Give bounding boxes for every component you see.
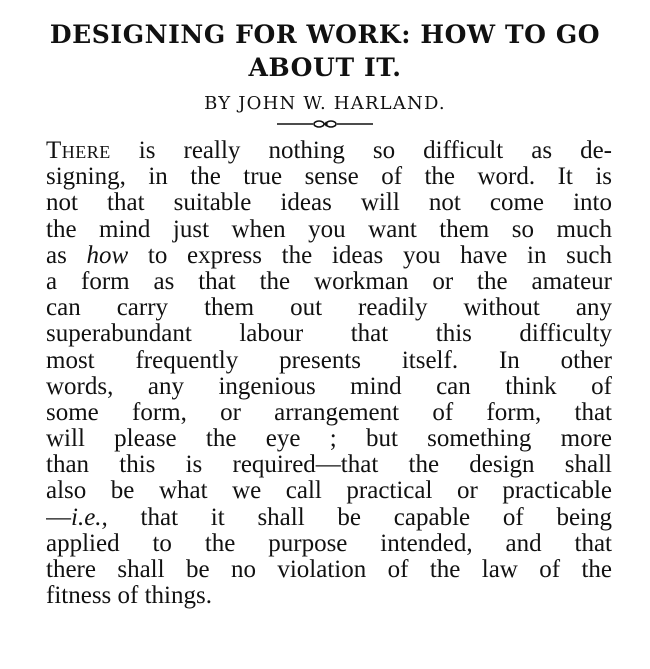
paragraph-line: a form as that the workman or the amateur (46, 268, 612, 295)
paragraph-line: There is really nothing so difficult as de- (46, 138, 612, 164)
paragraph-line: there shall be no violation of the law of the (46, 557, 612, 583)
article-body (46, 138, 612, 609)
paragraph-line: not that suitable ideas will not come into (46, 190, 612, 217)
paragraph-line: some form, or arrangement of form, that (46, 399, 612, 426)
paragraph-line: also be what we call practical or practicable (46, 478, 612, 505)
ornamental-rule-icon (275, 117, 375, 131)
article-byline: BY JOHN W. HARLAND. (204, 93, 446, 114)
paragraph-line: signing, in the true sense of the word. It is (46, 164, 612, 191)
paragraph-line: applied to the purpose intended, and that (46, 530, 612, 557)
paragraph-line: the mind just when you want them so much (46, 216, 612, 243)
paragraph-line: can carry them out readily without any (46, 295, 612, 322)
paragraph-line: most frequently presents itself. In other (46, 347, 612, 374)
article-title-line-2: ABOUT IT. (248, 53, 402, 82)
paragraph-line: fitness of things. (46, 583, 212, 610)
paragraph-line: superabundant labour that this difficulty (46, 321, 612, 348)
drop-word: There (46, 138, 111, 164)
article-title-line-1: DESIGNING FOR WORK: HOW TO GO (49, 20, 601, 49)
italic-emphasis: how (86, 242, 129, 269)
paragraph-line: will please the eye ; but something more (46, 426, 612, 453)
paragraph-line: as how to express the ideas you have in such (46, 242, 612, 269)
paragraph-line: —i.e., that it shall be capable of being (46, 504, 612, 531)
italic-abbreviation: i.e., (71, 504, 108, 531)
paragraph-line: words, any ingenious mind can think of (46, 373, 612, 400)
paragraph-line: than this is required—that the design shall (46, 452, 612, 479)
